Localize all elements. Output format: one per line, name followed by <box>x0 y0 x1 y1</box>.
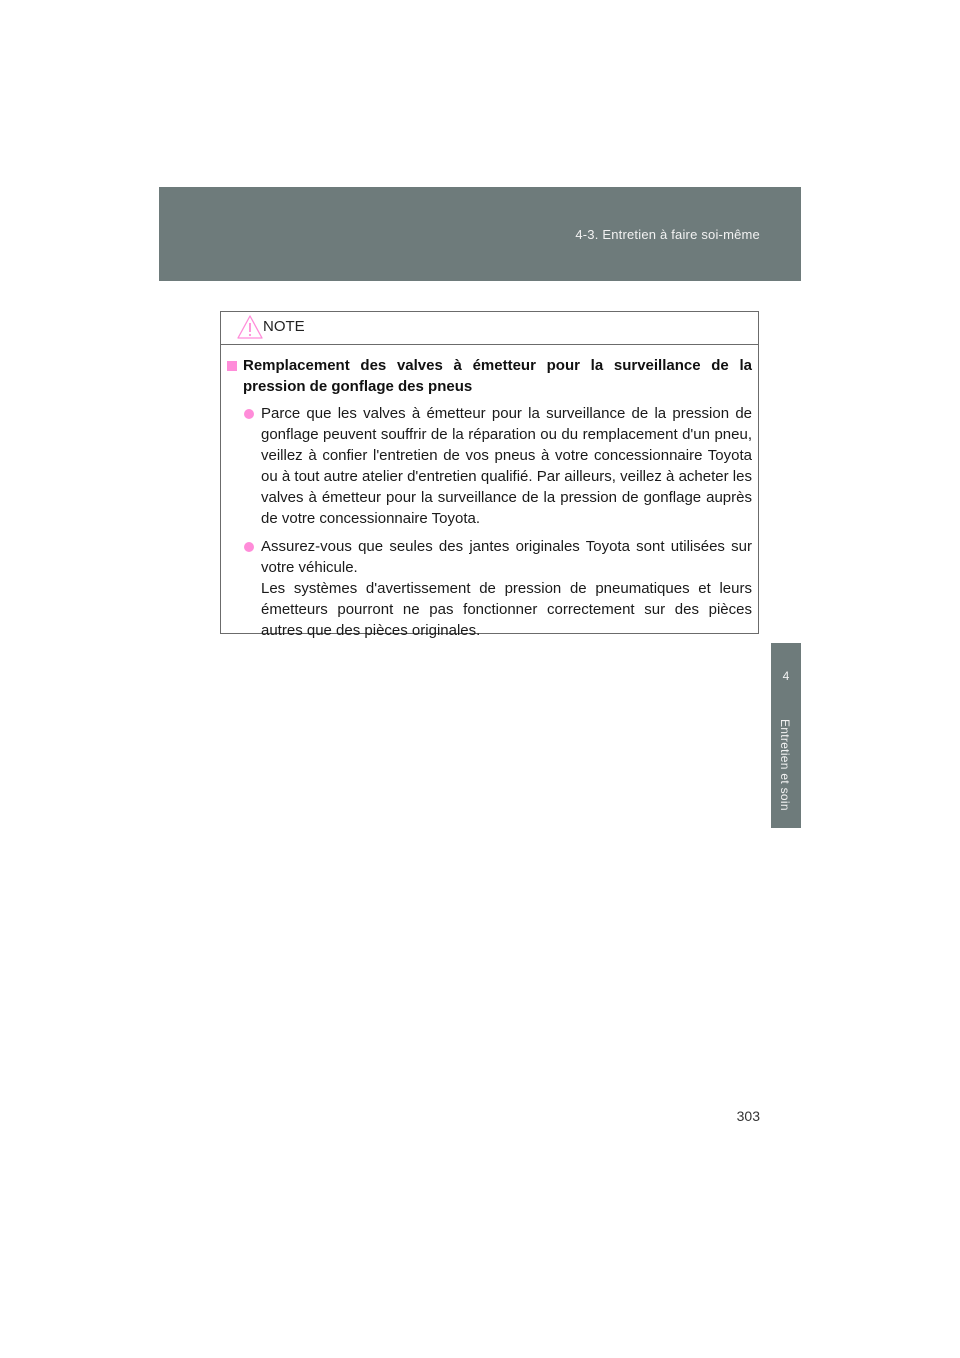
list-item-text: Parce que les valves à émetteur pour la surveillance de la pression de gonflage peuvent souffrir de la réparation ou du remplacement d'un pneu, veillez à confier l'entretien de vos pneus à votre concessionnaire Toyota ou à tout autre atelier d'entretien qualifié. Par ailleurs, veillez à acheter les valves à émetteur pour la surveillance de la pression de gonflage auprès de votre concessionnaire Toyota. <box>261 405 752 527</box>
list-item <box>243 403 752 529</box>
warning-triangle-icon <box>236 314 264 340</box>
note-label: NOTE <box>263 318 305 335</box>
chapter-number: 4 <box>782 669 790 683</box>
round-bullet-icon <box>244 542 254 552</box>
section-title: 4-3. Entretien à faire soi-même <box>575 227 760 242</box>
topic-title: Remplacement des valves à émetteur pour la surveillance de la pression de gonflage des pneus <box>243 357 752 395</box>
list-item-text-continued: Les systèmes d'avertissement de pression de pneumatiques et leurs émetteurs pourront ne pas fonctionner correctement sur des pièces autres que des pièces originales. <box>261 580 752 639</box>
topic <box>225 355 752 641</box>
page-number: 303 <box>736 1108 760 1124</box>
list-item-text: Assurez-vous que seules des jantes originales Toyota sont utilisées sur votre véhicule. <box>261 538 752 576</box>
list-item <box>243 536 752 641</box>
header-band <box>159 187 801 281</box>
chapter-tab <box>771 643 801 828</box>
note-box <box>220 311 759 639</box>
note-header <box>221 312 758 345</box>
note-body <box>221 345 758 641</box>
square-bullet-icon <box>227 361 237 371</box>
round-bullet-icon <box>244 409 254 419</box>
chapter-label: Entretien et soin <box>778 719 792 811</box>
